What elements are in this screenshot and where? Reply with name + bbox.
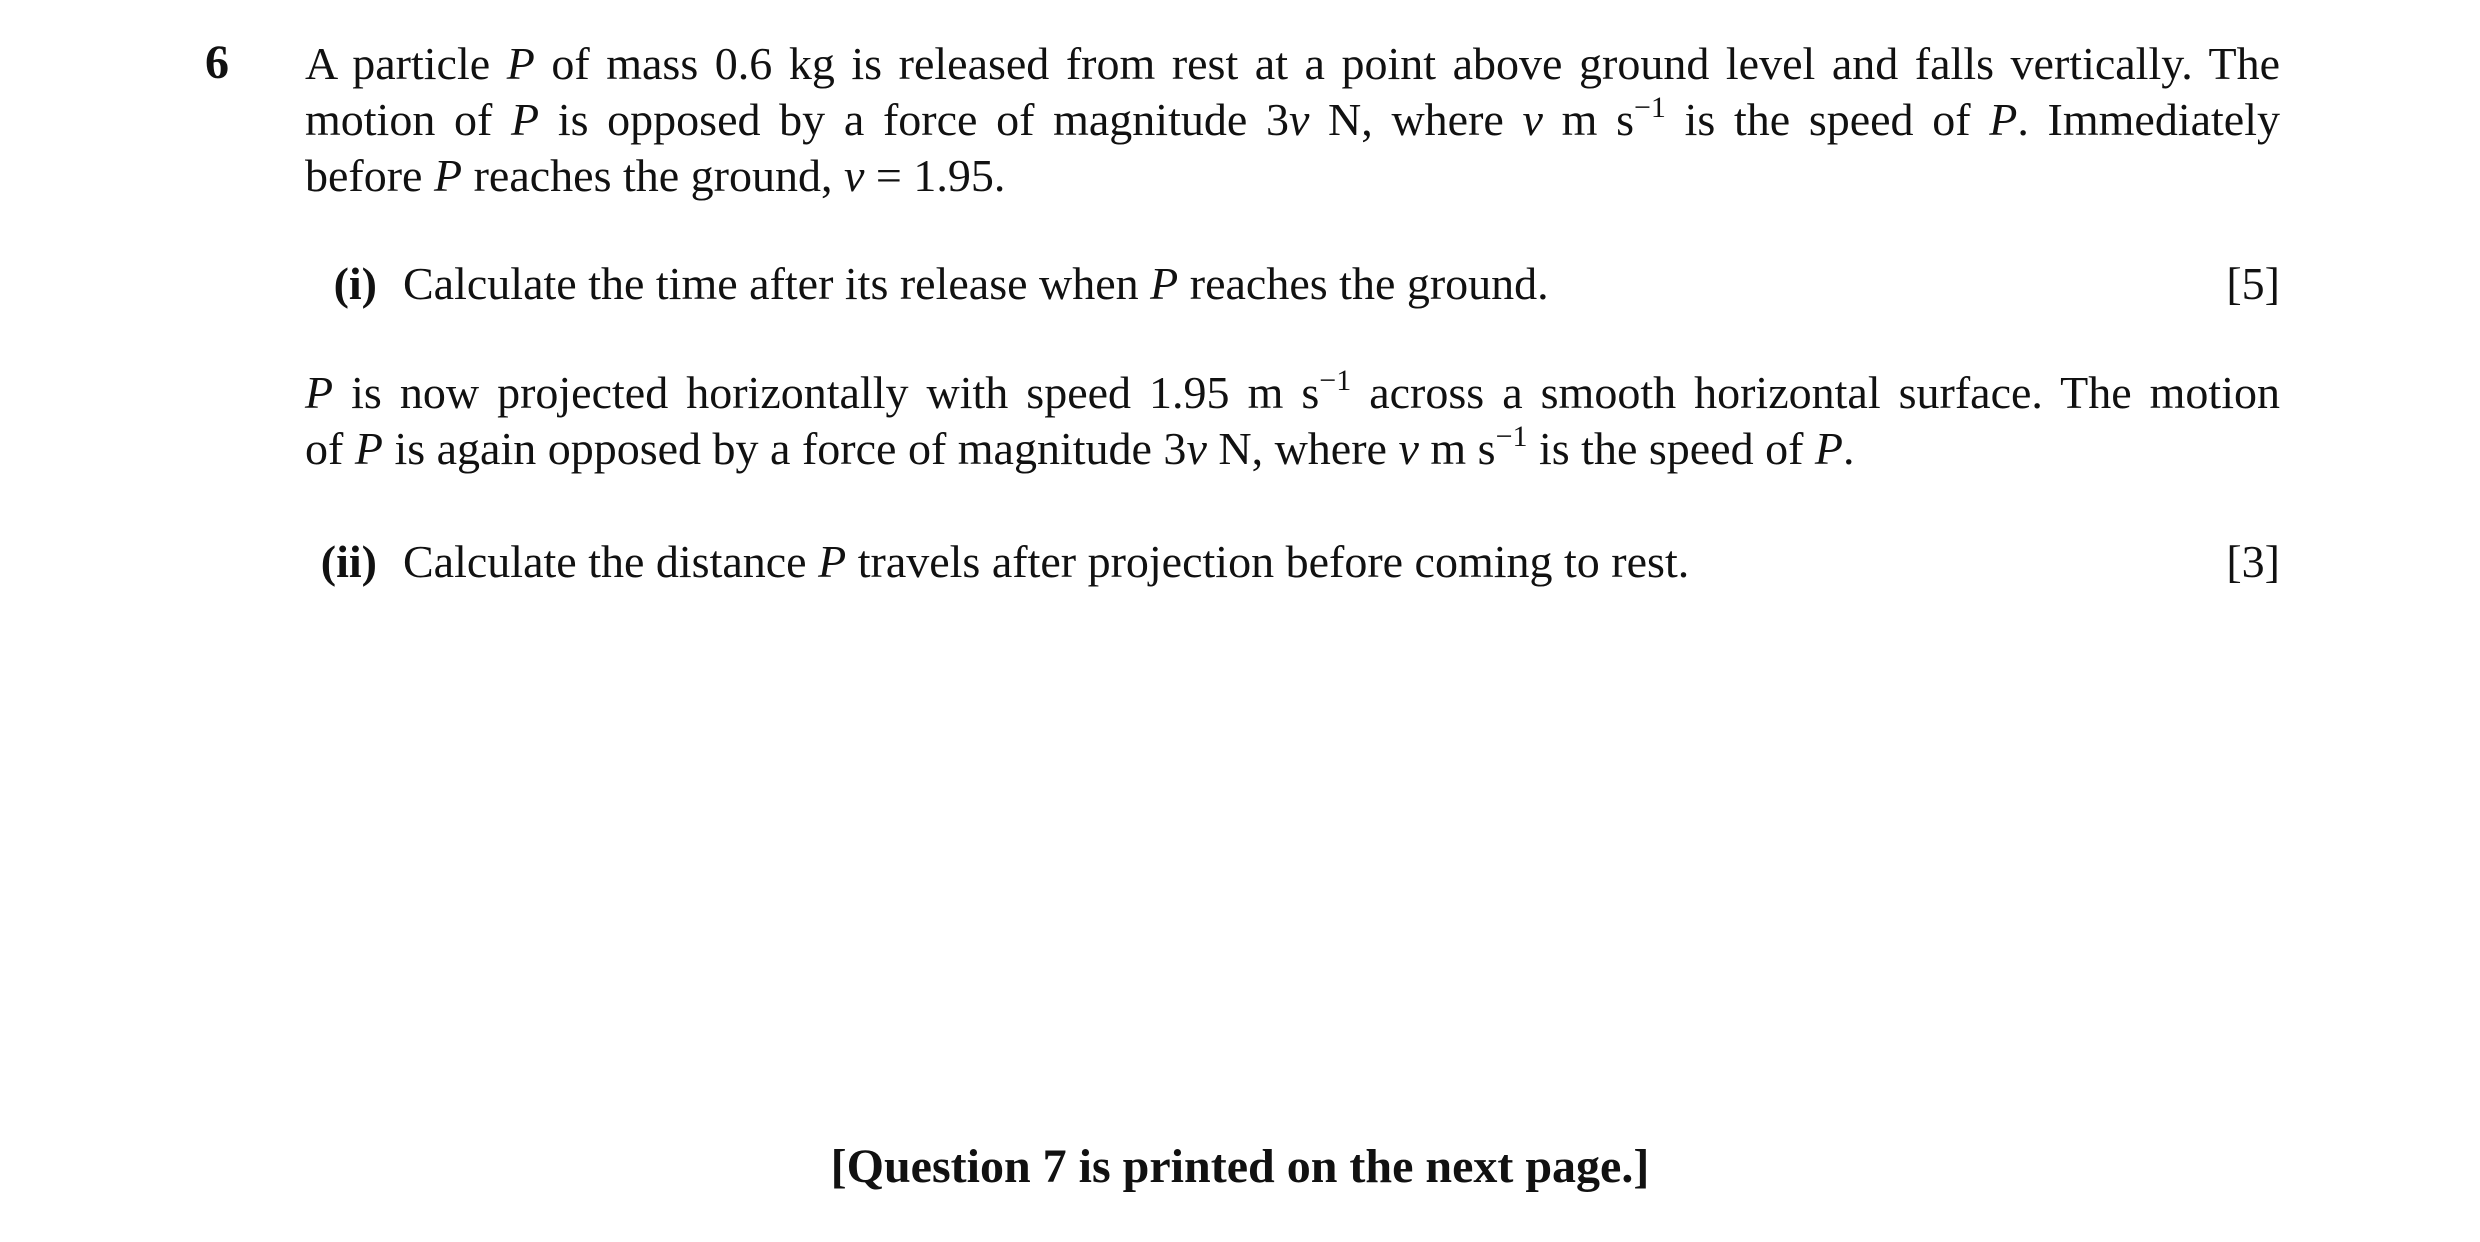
part-i-text: Calculate the time after its release when P reaches the ground. <box>403 258 1549 309</box>
stem-line-3: before P reaches the ground, v = 1.95. <box>305 150 1006 201</box>
question-number: 6 <box>205 36 229 89</box>
stem2-line-2: of P is again opposed by a force of magnitude 3v N, where v m $s^{-1}$ is the speed of P. <box>305 420 1855 474</box>
part-i-marks: [5] <box>2226 258 2280 309</box>
stem-line-1: A particle P of mass 0.6 kg is released from rest at a point above ground level and falls vertically. The <box>305 38 2280 89</box>
question-stem-continued <box>305 365 2280 477</box>
part-ii-label: (ii) <box>320 536 377 587</box>
part-i-label: (i) <box>333 258 377 309</box>
stem2-line-1: P is now projected horizontally with speed 1.95 m $s^{-1}$ across a smooth horizontal surface. The motion <box>305 364 2280 418</box>
stem-line-2: motion of P is opposed by a force of magnitude 3v N, where v m $s^{-1}$ is the speed of P. Immediately <box>305 91 2280 145</box>
part-ii-text: Calculate the distance P travels after projection before coming to rest. <box>403 536 1690 587</box>
part-ii-marks: [3] <box>2226 536 2280 587</box>
next-page-note: [Question 7 is printed on the next page.] <box>830 1140 1650 1193</box>
question-stem <box>305 36 2280 204</box>
